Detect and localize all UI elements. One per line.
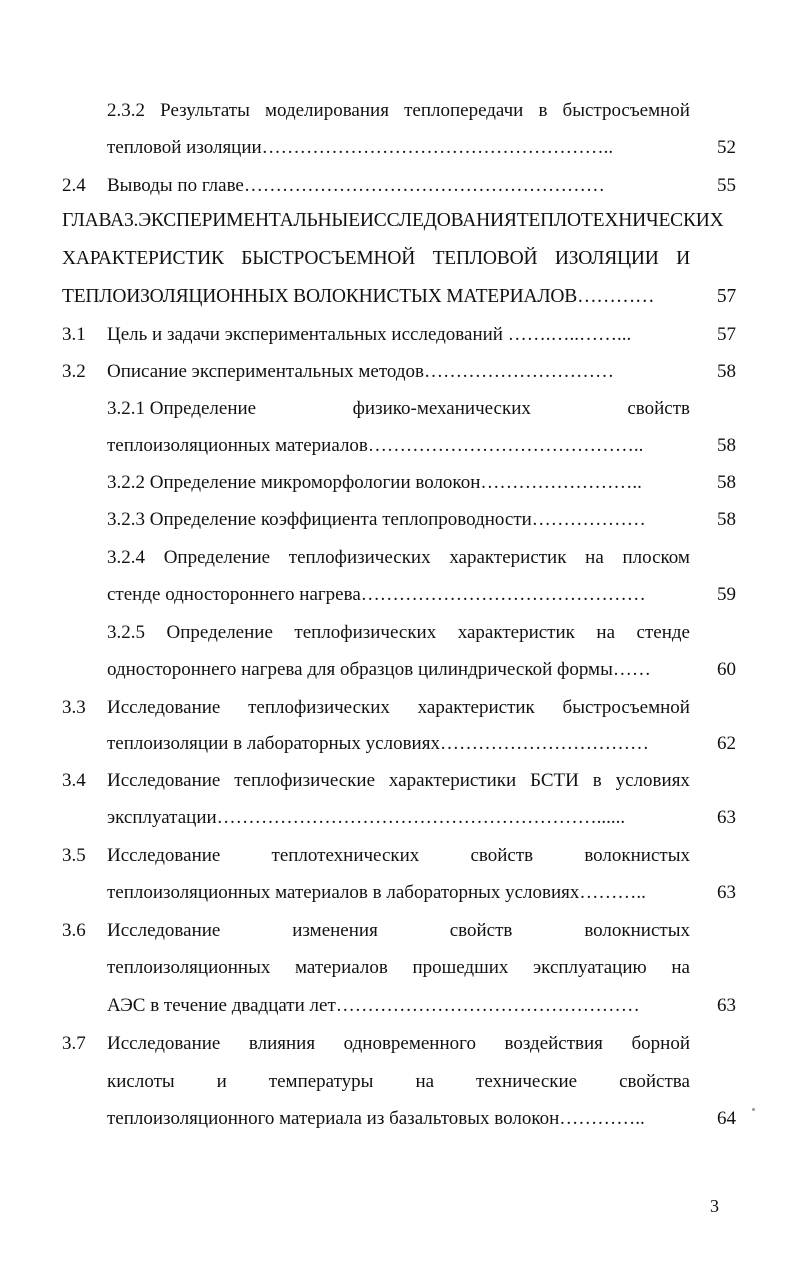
word: Исследование (107, 770, 221, 791)
word: кислоты (107, 1071, 175, 1092)
word: характеристики (388, 770, 517, 791)
toc-2-3-2-page: 52 (717, 137, 736, 158)
word: волокнистых (584, 845, 690, 866)
word: прошедших (412, 957, 509, 978)
word: влияния (248, 1033, 316, 1054)
word: 3.2.5 (107, 622, 145, 643)
toc-3-2-4-title-cont: стенде одностороннего нагрева……………………………………… (107, 584, 646, 605)
word: ТЕПЛОВОЙ (432, 248, 538, 269)
page-number: 3 (710, 1196, 719, 1216)
word: теплофизические (234, 770, 375, 791)
toc-3-4-page: 63 (717, 807, 736, 828)
toc-3-2-3-page: 58 (717, 509, 736, 530)
word: физико-механических (352, 398, 531, 419)
toc-3-2-3-title: 3.2.3 Определение коэффициента теплопроводности……………… (107, 509, 646, 530)
toc-entry-3-2-1-line2 (0, 431, 797, 461)
chapter3-heading-line3 (0, 282, 797, 312)
word: ТЕПЛОТЕХНИЧЕСКИХ (516, 210, 724, 231)
toc-3-7-title-cont: теплоизоляционного материала из базальтовых волокон………….. (107, 1108, 645, 1129)
toc-entry-3-2-4-line1 (0, 543, 797, 573)
word: воздействия (504, 1033, 603, 1054)
word: на (671, 957, 690, 978)
word: 2.3.2 (107, 100, 145, 121)
toc-entry-3-3-line2 (0, 729, 797, 759)
word: и (216, 1071, 227, 1092)
word: на (596, 622, 616, 643)
toc-entry-3-7-line3 (0, 1104, 797, 1134)
toc-3-2-1-words (107, 394, 690, 424)
toc-entry-2-4 (0, 171, 797, 201)
toc-2-4-page: 55 (717, 175, 736, 196)
toc-3-7-number: 3.7 (62, 1033, 86, 1054)
word: теплофизических (288, 547, 431, 568)
word: И (676, 248, 690, 269)
word: волокнистых (584, 920, 690, 941)
word: ХАРАКТЕРИСТИК (62, 248, 224, 269)
toc-entry-3-4-line2 (0, 803, 797, 833)
toc-entry-3-6-line3 (0, 991, 797, 1021)
toc-entry-3-2 (0, 357, 797, 387)
word: теплофизических (294, 622, 437, 643)
word: 3.2.1 Определение (107, 398, 257, 419)
toc-entry-3-2-3 (0, 505, 797, 535)
word: температуры (268, 1071, 374, 1092)
word: 3. (123, 210, 139, 231)
toc-entry-2-3-2-line1 (0, 96, 797, 126)
word: свойств (449, 920, 513, 941)
chapter3-words-2 (62, 244, 690, 274)
word: Исследование (107, 920, 221, 941)
toc-entry-3-2-4-line2 (0, 580, 797, 610)
word: одновременного (343, 1033, 476, 1054)
word: ЭКСПЕРИМЕНТАЛЬНЫЕ (138, 210, 360, 231)
toc-3-1-title: Цель и задачи экспериментальных исследований …….…..……... (107, 324, 632, 345)
word: БСТИ (530, 770, 579, 791)
word: борной (631, 1033, 690, 1054)
toc-3-5-words (107, 841, 690, 871)
toc-3-6-title-cont: АЭС в течение двадцати лет………………………………………… (107, 995, 640, 1016)
word: изменения (292, 920, 378, 941)
word: на (415, 1071, 435, 1092)
chapter3-heading-cont: ТЕПЛОИЗОЛЯЦИОННЫХ ВОЛОКНИСТЫХ МАТЕРИАЛОВ………… (62, 286, 655, 307)
toc-3-5-page: 63 (717, 882, 736, 903)
word: теплотехнических (271, 845, 420, 866)
word: свойств (627, 398, 690, 419)
word: БЫСТРОСЪЕМНОЙ (241, 248, 416, 269)
word: ГЛАВА (62, 210, 124, 231)
toc-3-5-number: 3.5 (62, 845, 86, 866)
toc-3-2-1-page: 58 (717, 435, 736, 456)
word: теплопередачи (404, 100, 524, 121)
word: 3.2.4 (107, 547, 145, 568)
toc-3-3-words (107, 693, 690, 723)
word: Исследование (107, 697, 221, 718)
toc-entry-3-7-line2 (0, 1067, 797, 1097)
toc-3-6-words-1 (107, 916, 690, 946)
word: быстросъемной (562, 697, 690, 718)
toc-3-2-2-page: 58 (717, 472, 736, 493)
word: Определение (166, 622, 273, 643)
word: характеристик (417, 697, 535, 718)
toc-3-4-title-cont: эксплуатации……………………………………………………...... (107, 807, 626, 828)
toc-2-3-2-title-words (107, 96, 690, 126)
toc-entry-3-2-1-line1 (0, 394, 797, 424)
toc-entry-3-5-line1 (0, 841, 797, 871)
word: эксплуатацию (533, 957, 647, 978)
toc-3-2-4-page: 59 (717, 584, 736, 605)
toc-3-4-words (107, 766, 690, 796)
word: теплоизоляционных (107, 957, 271, 978)
word: характеристик (449, 547, 567, 568)
toc-3-7-words-1 (107, 1029, 690, 1059)
toc-2-4-title: Выводы по главе………………………………………………… (107, 175, 605, 196)
toc-entry-3-7-line1 (0, 1029, 797, 1059)
word: ИССЛЕДОВАНИЯ (359, 210, 517, 231)
word: ИЗОЛЯЦИИ (554, 248, 659, 269)
word: материалов (295, 957, 388, 978)
toc-3-6-page: 63 (717, 995, 736, 1016)
toc-3-3-title-cont: теплоизоляции в лабораторных условиях…………………………… (107, 733, 649, 754)
toc-3-6-number: 3.6 (62, 920, 86, 941)
word: в (592, 770, 602, 791)
word: свойств (470, 845, 534, 866)
toc-3-2-4-words (107, 543, 690, 573)
word: условиях (615, 770, 690, 791)
toc-entry-3-3-line1 (0, 693, 797, 723)
word: на (585, 547, 604, 568)
toc-3-7-words-2 (107, 1067, 690, 1097)
chapter3-heading-line2 (0, 244, 797, 274)
toc-entry-3-2-5-line2 (0, 655, 797, 685)
chapter3-heading-line1 (0, 206, 797, 236)
toc-3-6-words-2 (107, 953, 690, 983)
toc-2-3-2-title-cont: тепловой изоляции……………………………………………….. (107, 137, 614, 158)
word: Исследование (107, 1033, 221, 1054)
toc-3-3-page: 62 (717, 733, 736, 754)
toc-entry-3-6-line1 (0, 916, 797, 946)
chapter3-words-1 (62, 206, 724, 236)
toc-3-1-page: 57 (717, 324, 736, 345)
toc-entry-3-4-line1 (0, 766, 797, 796)
word: Результаты (160, 100, 250, 121)
toc-3-1-number: 3.1 (62, 324, 86, 345)
toc-3-2-5-title-cont: одностороннего нагрева для образцов цилиндрической формы…… (107, 659, 651, 680)
toc-3-5-title-cont: теплоизоляционных материалов в лабораторных условиях……….. (107, 882, 646, 903)
word: свойства (619, 1071, 690, 1092)
toc-3-2-1-title-cont: теплоизоляционных материалов…………………………………….. (107, 435, 644, 456)
toc-3-2-5-words (107, 618, 690, 648)
chapter3-page: 57 (716, 286, 736, 307)
toc-3-2-number: 3.2 (62, 361, 86, 382)
toc-3-2-page: 58 (717, 361, 736, 382)
toc-entry-3-2-2 (0, 468, 797, 498)
word: теплофизических (248, 697, 390, 718)
word: характеристик (457, 622, 575, 643)
toc-entry-3-5-line2 (0, 878, 797, 908)
word: в (538, 100, 548, 121)
toc-3-4-number: 3.4 (62, 770, 86, 791)
word: Определение (163, 547, 271, 568)
word: технические (476, 1071, 578, 1092)
toc-2-4-number: 2.4 (62, 175, 86, 196)
toc-entry-3-2-5-line1 (0, 618, 797, 648)
word: плоском (622, 547, 690, 568)
toc-3-7-page: 64 (717, 1108, 736, 1129)
toc-3-3-number: 3.3 (62, 697, 86, 718)
word: моделирования (264, 100, 389, 121)
toc-3-2-2-title: 3.2.2 Определение микроморфологии волокон…………………….. (107, 472, 642, 493)
word: стенде (636, 622, 690, 643)
word: Исследование (107, 845, 221, 866)
toc-entry-3-1 (0, 320, 797, 350)
toc-3-2-title: Описание экспериментальных методов………………………… (107, 361, 614, 382)
toc-entry-2-3-2-line2 (0, 133, 797, 163)
toc-entry-3-6-line2 (0, 953, 797, 983)
toc-3-2-5-page: 60 (717, 659, 736, 680)
word: быстросъемной (562, 100, 690, 121)
scan-speck (752, 1108, 755, 1111)
